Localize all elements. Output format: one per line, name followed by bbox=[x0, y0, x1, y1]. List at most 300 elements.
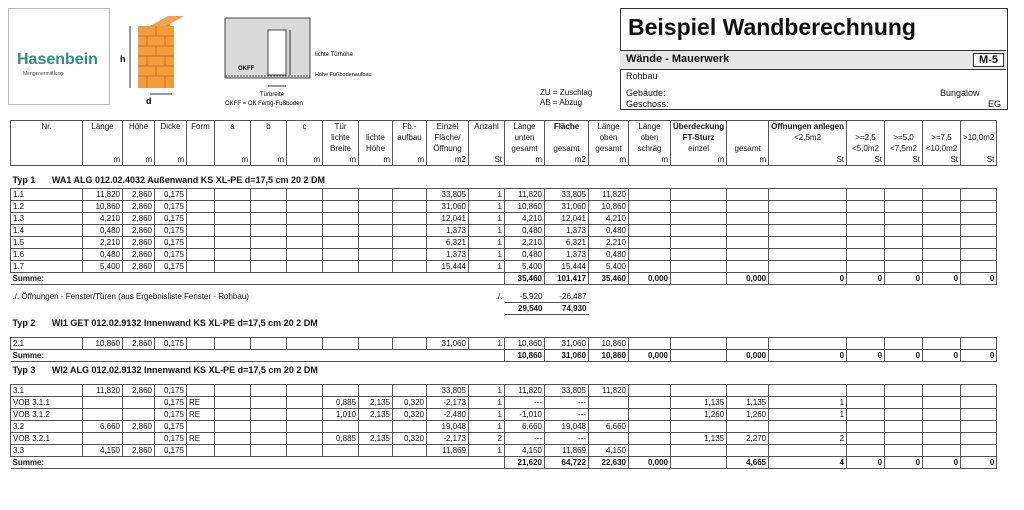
table-cell bbox=[847, 261, 885, 273]
table-cell: ./. bbox=[495, 292, 503, 302]
table-cell: m bbox=[323, 154, 359, 166]
header-row bbox=[11, 154, 997, 166]
legend-ab: AB = Abzug bbox=[540, 98, 583, 107]
table-cell: 0,480 bbox=[589, 225, 629, 237]
table-cell bbox=[359, 237, 393, 249]
table-cell bbox=[393, 189, 427, 201]
table-cell bbox=[251, 433, 287, 445]
table-cell: 0,480 bbox=[589, 249, 629, 261]
table-cell: 1 bbox=[769, 409, 847, 421]
table-cell: -2,173 bbox=[427, 433, 469, 445]
table-cell: c bbox=[287, 121, 323, 133]
table-cell bbox=[11, 143, 83, 154]
table-cell bbox=[589, 409, 629, 421]
table-cell bbox=[251, 338, 287, 350]
table-cell bbox=[393, 445, 427, 457]
table-cell bbox=[727, 213, 769, 225]
table-cell: gesamt bbox=[505, 143, 545, 154]
page-title: Beispiel Wandberechnung bbox=[628, 14, 916, 40]
table-cell bbox=[251, 421, 287, 433]
table-cell bbox=[885, 261, 923, 273]
table-cell: 0,320 bbox=[393, 409, 427, 421]
table-cell: lichte bbox=[359, 132, 393, 143]
table-cell: m bbox=[393, 154, 427, 166]
table-cell: 2 bbox=[469, 433, 505, 445]
table-cell bbox=[961, 385, 997, 397]
table-row bbox=[11, 225, 997, 237]
header-row bbox=[11, 121, 997, 133]
table-row bbox=[11, 445, 997, 457]
table-cell bbox=[359, 261, 393, 273]
table-cell bbox=[323, 213, 359, 225]
table-cell: >=7,5 bbox=[923, 132, 961, 143]
table-cell: 1 bbox=[469, 397, 505, 409]
header-row bbox=[11, 143, 997, 154]
table-cell: 0,000 bbox=[629, 457, 671, 469]
table-cell: 11,820 bbox=[83, 385, 123, 397]
table-cell bbox=[187, 261, 215, 273]
table-cell: 33,805 bbox=[545, 189, 589, 201]
table-cell: -2,173 bbox=[427, 397, 469, 409]
table-cell: 5,400 bbox=[505, 261, 545, 273]
table-cell bbox=[187, 338, 215, 350]
table-cell bbox=[769, 261, 847, 273]
table-cell bbox=[847, 409, 885, 421]
table-cell: St bbox=[769, 154, 847, 166]
table-cell: 4,665 bbox=[727, 457, 769, 469]
table-cell: 0 bbox=[923, 273, 961, 285]
table-cell: einzel bbox=[671, 143, 727, 154]
table-cell bbox=[123, 143, 155, 154]
table-cell bbox=[215, 261, 251, 273]
table-cell: Dicke bbox=[155, 121, 187, 133]
table-cell bbox=[961, 201, 997, 213]
table-cell bbox=[123, 409, 155, 421]
table-cell: m bbox=[671, 154, 727, 166]
table-cell bbox=[847, 445, 885, 457]
table-cell bbox=[393, 201, 427, 213]
table-cell bbox=[671, 213, 727, 225]
table-cell bbox=[251, 132, 287, 143]
table-cell: 11,869 bbox=[545, 445, 589, 457]
logo bbox=[8, 8, 110, 105]
table-cell: 0 bbox=[885, 350, 923, 362]
table-cell bbox=[769, 421, 847, 433]
table-cell: --- bbox=[545, 397, 589, 409]
table-cell bbox=[323, 261, 359, 273]
sum-row bbox=[11, 350, 997, 362]
sum-row bbox=[11, 273, 997, 285]
table-cell bbox=[83, 433, 123, 445]
table-cell bbox=[469, 143, 505, 154]
d-label: d bbox=[146, 96, 152, 106]
table-cell: 0 bbox=[847, 457, 885, 469]
oeffnungen-row bbox=[11, 291, 997, 303]
table-cell: 4,150 bbox=[589, 445, 629, 457]
table-cell bbox=[923, 201, 961, 213]
table-cell: 0,175 bbox=[155, 201, 187, 213]
table-cell: m bbox=[589, 154, 629, 166]
table-cell bbox=[671, 273, 727, 285]
wall-table bbox=[10, 120, 997, 469]
table-cell: 1.1 bbox=[11, 189, 83, 201]
table-cell bbox=[671, 350, 727, 362]
table-cell: m bbox=[359, 154, 393, 166]
table-cell: 1,373 bbox=[427, 249, 469, 261]
table-cell bbox=[359, 121, 393, 133]
section-code: M-5 bbox=[973, 53, 1004, 67]
table-cell: St bbox=[923, 154, 961, 166]
table-cell bbox=[671, 385, 727, 397]
table-cell: Summe: bbox=[11, 457, 505, 469]
table-cell: --- bbox=[505, 397, 545, 409]
table-cell: 6,660 bbox=[505, 421, 545, 433]
table-cell bbox=[287, 261, 323, 273]
table-cell: 0,175 bbox=[155, 261, 187, 273]
table-cell bbox=[251, 213, 287, 225]
table-cell bbox=[393, 237, 427, 249]
table-cell bbox=[545, 132, 589, 143]
table-cell bbox=[961, 445, 997, 457]
table-cell bbox=[215, 189, 251, 201]
table-cell: Überdeckung bbox=[671, 121, 727, 133]
table-cell bbox=[155, 143, 187, 154]
table-cell: 6,660 bbox=[589, 421, 629, 433]
table-cell: 31,060 bbox=[545, 201, 589, 213]
table-cell: m bbox=[727, 154, 769, 166]
table-cell: --- bbox=[545, 433, 589, 445]
table-cell: 11,820 bbox=[505, 385, 545, 397]
geschoss-value: EG bbox=[988, 99, 1002, 109]
table-cell: >=2,5 bbox=[847, 132, 885, 143]
table-cell bbox=[727, 261, 769, 273]
table-cell bbox=[215, 201, 251, 213]
table-cell: 11,820 bbox=[505, 189, 545, 201]
table-cell bbox=[187, 201, 215, 213]
table-cell bbox=[287, 132, 323, 143]
table-cell bbox=[727, 225, 769, 237]
table-cell: FT-Sturz bbox=[671, 132, 727, 143]
table-cell bbox=[187, 237, 215, 249]
table-cell bbox=[961, 189, 997, 201]
table-cell: 0,320 bbox=[393, 397, 427, 409]
table-cell bbox=[961, 409, 997, 421]
table-cell bbox=[769, 201, 847, 213]
table-cell bbox=[187, 385, 215, 397]
table-cell: 2,860 bbox=[123, 338, 155, 350]
table-cell bbox=[83, 143, 123, 154]
table-cell: 0,885 bbox=[323, 433, 359, 445]
table-cell: -1,010 bbox=[505, 409, 545, 421]
table-cell bbox=[961, 143, 997, 154]
table-cell: St bbox=[469, 154, 505, 166]
type-header-row bbox=[11, 315, 997, 332]
table-cell: m bbox=[287, 154, 323, 166]
table-cell bbox=[847, 189, 885, 201]
table-cell bbox=[589, 433, 629, 445]
table-cell: 4,150 bbox=[83, 445, 123, 457]
table-cell: 0,000 bbox=[727, 350, 769, 362]
table-cell bbox=[885, 385, 923, 397]
table-cell: 1,260 bbox=[727, 409, 769, 421]
table-cell bbox=[11, 132, 83, 143]
table-cell bbox=[287, 421, 323, 433]
table-cell bbox=[323, 421, 359, 433]
table-cell: lichte bbox=[323, 132, 359, 143]
table-cell: 64,722 bbox=[545, 457, 589, 469]
table-cell bbox=[629, 338, 671, 350]
table-cell: 10,860 bbox=[505, 201, 545, 213]
table-cell: -5,920 bbox=[519, 292, 543, 301]
table-cell bbox=[287, 143, 323, 154]
table-cell: 1.2 bbox=[11, 201, 83, 213]
table-cell: 11,820 bbox=[83, 189, 123, 201]
okff-note: OKFF = OK Fertig-Fußboden bbox=[225, 101, 303, 107]
table-cell bbox=[323, 445, 359, 457]
table-cell bbox=[323, 385, 359, 397]
table-cell bbox=[769, 338, 847, 350]
table-cell bbox=[629, 421, 671, 433]
table-cell bbox=[671, 237, 727, 249]
table-cell: 0 bbox=[769, 350, 847, 362]
table-cell: <7,5m2 bbox=[885, 143, 923, 154]
table-cell: --- bbox=[505, 433, 545, 445]
table-cell bbox=[727, 237, 769, 249]
table-cell: a bbox=[215, 121, 251, 133]
table-cell bbox=[727, 132, 769, 143]
table-cell bbox=[215, 445, 251, 457]
table-cell bbox=[847, 385, 885, 397]
table-cell bbox=[961, 421, 997, 433]
table-cell: 3.2 bbox=[11, 421, 83, 433]
table-cell: 5,400 bbox=[83, 261, 123, 273]
table-cell: >=5,0 bbox=[885, 132, 923, 143]
table-cell: 0,175 bbox=[155, 249, 187, 261]
table-cell: 6,321 bbox=[545, 237, 589, 249]
table-cell bbox=[287, 385, 323, 397]
header-row bbox=[11, 132, 997, 143]
table-cell: 1 bbox=[469, 225, 505, 237]
type-header: Typ 3 WI2 ALG 012.02.9132 Innenwand KS XL-PE d=17,5 cm 20 2 DM bbox=[12, 364, 318, 375]
table-cell bbox=[123, 397, 155, 409]
table-cell: 1,373 bbox=[545, 225, 589, 237]
table-cell bbox=[847, 213, 885, 225]
table-cell: 1.6 bbox=[11, 249, 83, 261]
table-row bbox=[11, 213, 997, 225]
table-cell: 15,444 bbox=[545, 261, 589, 273]
table-cell: VOB 3.1.1 bbox=[11, 397, 83, 409]
table-cell: gesamt bbox=[545, 143, 589, 154]
table-cell: VOB 3.2.1 bbox=[11, 433, 83, 445]
table-cell bbox=[187, 154, 215, 166]
table-cell: 10,860 bbox=[589, 338, 629, 350]
table-cell: 11,869 bbox=[427, 445, 469, 457]
wall-diagram bbox=[110, 8, 610, 108]
table-cell: 0,175 bbox=[155, 237, 187, 249]
table-cell: 0 bbox=[847, 350, 885, 362]
table-cell: 101,417 bbox=[545, 273, 589, 285]
table-cell bbox=[885, 213, 923, 225]
table-cell: 0 bbox=[885, 457, 923, 469]
table-cell: 0 bbox=[769, 273, 847, 285]
table-cell: 1 bbox=[469, 261, 505, 273]
table-cell bbox=[187, 213, 215, 225]
table-cell bbox=[923, 121, 961, 133]
table-cell: 2,270 bbox=[727, 433, 769, 445]
table-cell: 0 bbox=[961, 350, 997, 362]
table-cell: Summe: bbox=[11, 350, 505, 362]
table-cell: 0,175 bbox=[155, 445, 187, 457]
table-cell bbox=[885, 121, 923, 133]
table-cell: Breite bbox=[323, 143, 359, 154]
table-cell: 2,860 bbox=[123, 445, 155, 457]
table-cell bbox=[251, 143, 287, 154]
table-cell bbox=[671, 421, 727, 433]
table-cell bbox=[287, 201, 323, 213]
table-cell bbox=[187, 249, 215, 261]
table-cell: 2,860 bbox=[123, 237, 155, 249]
table-cell: St bbox=[847, 154, 885, 166]
table-cell: Öffnungen anlegen bbox=[769, 121, 847, 133]
table-cell bbox=[359, 225, 393, 237]
table-cell bbox=[155, 132, 187, 143]
table-row bbox=[11, 433, 997, 445]
table-cell bbox=[393, 213, 427, 225]
table-cell bbox=[727, 249, 769, 261]
table-row bbox=[11, 338, 997, 350]
section-row bbox=[620, 50, 1006, 70]
table-cell: 74,930 bbox=[545, 303, 589, 315]
table-cell: 1 bbox=[469, 385, 505, 397]
table-cell bbox=[629, 261, 671, 273]
table-cell bbox=[671, 201, 727, 213]
table-cell bbox=[215, 338, 251, 350]
table-cell bbox=[769, 213, 847, 225]
geschoss-label: Geschoss: bbox=[626, 99, 669, 109]
type-header-row bbox=[11, 362, 997, 379]
table-cell: 0,175 bbox=[155, 397, 187, 409]
table-cell bbox=[287, 445, 323, 457]
table-cell: RE bbox=[187, 397, 215, 409]
table-cell: 10,860 bbox=[505, 338, 545, 350]
table-cell bbox=[323, 249, 359, 261]
table-cell: 0,480 bbox=[83, 249, 123, 261]
table-cell: Länge bbox=[629, 121, 671, 133]
table-cell bbox=[393, 385, 427, 397]
table-cell bbox=[769, 189, 847, 201]
table-cell bbox=[769, 237, 847, 249]
table-cell: 0,885 bbox=[323, 397, 359, 409]
table-cell: 10,860 bbox=[83, 201, 123, 213]
table-cell: 11,820 bbox=[589, 385, 629, 397]
table-cell bbox=[847, 249, 885, 261]
table-cell bbox=[727, 189, 769, 201]
table-cell bbox=[629, 385, 671, 397]
table-cell bbox=[923, 213, 961, 225]
table-cell: 33,805 bbox=[427, 189, 469, 201]
table-cell bbox=[923, 338, 961, 350]
table-cell bbox=[961, 121, 997, 133]
table-cell bbox=[83, 409, 123, 421]
table-cell: Öffnung bbox=[427, 143, 469, 154]
table-cell bbox=[885, 189, 923, 201]
table-cell bbox=[359, 189, 393, 201]
table-cell bbox=[393, 421, 427, 433]
table-cell: Fläche/ bbox=[427, 132, 469, 143]
table-cell: m bbox=[251, 154, 287, 166]
tuerbreite-label: Türbreite bbox=[260, 92, 285, 98]
gebaeude-value: Bungalow bbox=[940, 88, 980, 98]
table-cell: schräg bbox=[629, 143, 671, 154]
table-cell bbox=[11, 154, 83, 166]
table-cell bbox=[629, 249, 671, 261]
table-cell bbox=[847, 225, 885, 237]
table-row bbox=[11, 249, 997, 261]
table-cell bbox=[393, 143, 427, 154]
table-cell: <5,0m2 bbox=[847, 143, 885, 154]
table-cell: 4,150 bbox=[505, 445, 545, 457]
table-cell bbox=[885, 237, 923, 249]
table-cell bbox=[629, 445, 671, 457]
table-cell bbox=[393, 338, 427, 350]
table-cell: 2.1 bbox=[11, 338, 83, 350]
table-cell: 1,135 bbox=[671, 433, 727, 445]
table-cell bbox=[727, 385, 769, 397]
table-cell: 0,175 bbox=[155, 225, 187, 237]
table-cell bbox=[287, 189, 323, 201]
net-row bbox=[11, 303, 997, 315]
logo-brand: Hasenbein bbox=[17, 51, 98, 68]
table-cell bbox=[727, 445, 769, 457]
table-cell bbox=[469, 132, 505, 143]
table-cell bbox=[187, 421, 215, 433]
table-cell bbox=[359, 249, 393, 261]
table-cell bbox=[287, 338, 323, 350]
table-cell: 12,041 bbox=[545, 213, 589, 225]
table-cell bbox=[187, 445, 215, 457]
table-cell bbox=[215, 249, 251, 261]
table-cell bbox=[251, 445, 287, 457]
table-cell bbox=[123, 433, 155, 445]
table-cell: 2,135 bbox=[359, 409, 393, 421]
table-cell bbox=[215, 237, 251, 249]
table-cell: b bbox=[251, 121, 287, 133]
table-cell: 0,175 bbox=[155, 213, 187, 225]
table-cell bbox=[323, 338, 359, 350]
table-cell bbox=[393, 225, 427, 237]
table-cell bbox=[961, 225, 997, 237]
table-cell: 2,210 bbox=[589, 237, 629, 249]
table-cell: 0 bbox=[885, 273, 923, 285]
table-cell bbox=[323, 189, 359, 201]
table-cell bbox=[359, 338, 393, 350]
table-cell bbox=[629, 201, 671, 213]
table-cell: <10,0m2 bbox=[923, 143, 961, 154]
table-cell: aufbau bbox=[393, 132, 427, 143]
table-cell: 0,000 bbox=[629, 273, 671, 285]
table-row bbox=[11, 237, 997, 249]
table-cell bbox=[671, 457, 727, 469]
table-cell: 1,135 bbox=[727, 397, 769, 409]
table-cell bbox=[923, 421, 961, 433]
table-cell: 33,805 bbox=[545, 385, 589, 397]
table-cell bbox=[847, 397, 885, 409]
table-cell: m bbox=[155, 154, 187, 166]
table-row bbox=[11, 397, 997, 409]
table-cell: m2 bbox=[545, 154, 589, 166]
table-cell: 0,175 bbox=[155, 338, 187, 350]
lichte-tuerhoehe-label: lichte Türhöhe bbox=[315, 52, 353, 58]
